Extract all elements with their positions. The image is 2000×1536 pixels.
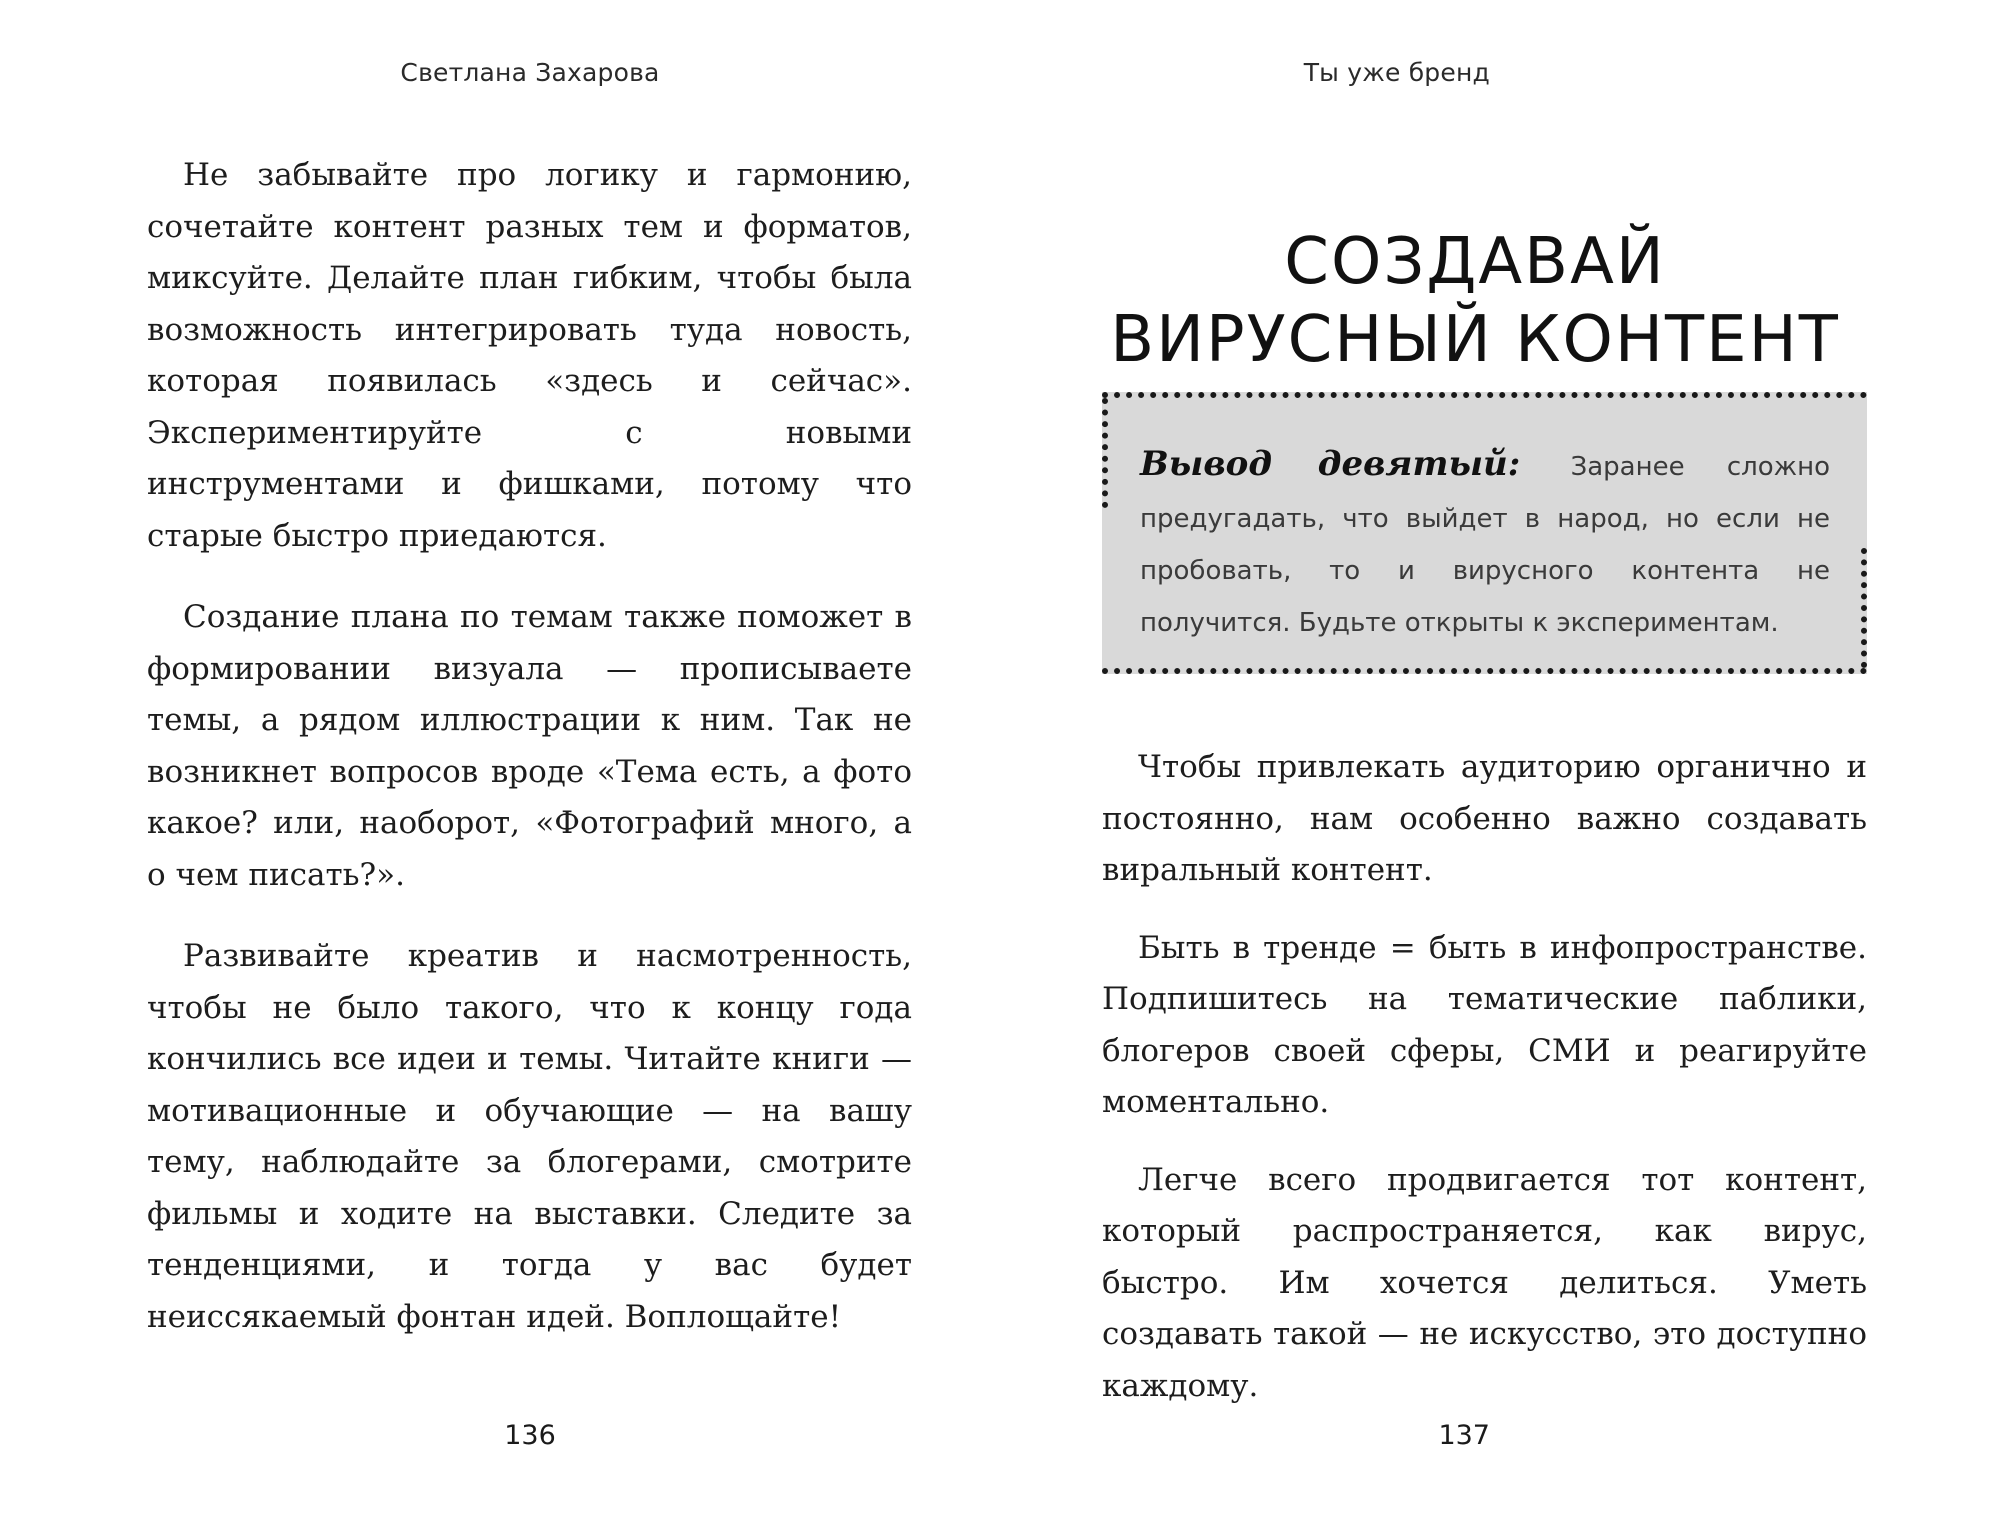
chapter-title (1040, 223, 1910, 379)
left-page-number: 136 (504, 1420, 556, 1451)
right-paragraph-2: Быть в тренде = быть в инфопространстве. Подпишитесь на тематические паблики, блогеров своей сферы, СМИ и реагируйте моментально. (1102, 929, 1867, 1120)
left-paragraph-1: Не забывайте про логику и гармонию, сочетайте контент разных тем и форматов, миксуйте. Делайте план гибким, чтобы была возможность интегрировать туда новость, которая появилась «здесь и сейчас». Экспериментируйте с новыми инструментами и фишками, потому что старые быстро приедаются. (147, 157, 912, 554)
callout-body: Заранее сложно предугадать, что выйдет в народ, но если не пробовать, то и вирусного контента не получится. Будьте открыты к экспериментам. (1140, 452, 1830, 638)
right-paragraph-3: Легче всего продвигается тот контент, который распространяется, как вирус, быстро. Им хочется делиться. Уметь создавать такой — не искусство, это доступно каждому. (1102, 1161, 1867, 1404)
right-page (1000, 0, 2000, 1536)
right-page-number: 137 (1438, 1420, 1490, 1451)
conclusion-callout-box (1102, 392, 1867, 674)
left-paragraph-2: Создание плана по темам также поможет в формировании визуала — прописываете темы, а рядом иллюстрации к ним. Так не возникнет вопросов вроде «Тема есть, а фото какое? или, наоборот, «Фотографий много, а о чем писать?». (147, 599, 912, 893)
left-paragraph-3: Развивайте креатив и насмотренность, чтобы не было такого, что к концу года кончились все идеи и темы. Читайте книги — мотивационные и обучающие — на вашу тему, наблюдайте за блогерами, смотрите фильмы и ходите на выставки. Следите за тенденциями, и тогда у вас будет неиссякаемый фонтан идей. Воплощайте! (147, 938, 912, 1335)
chapter-title-line-2: ВИРУСНЫЙ КОНТЕНТ (1110, 302, 1840, 377)
callout-text (1140, 438, 1830, 649)
left-running-head: Светлана Захарова (400, 58, 660, 87)
callout-dotted-border-right (1861, 548, 1867, 668)
callout-label: Вывод девятый: (1140, 444, 1521, 484)
right-paragraph-1: Чтобы привлекать аудиторию органично и постоянно, нам особенно важно создавать виральный контент. (1102, 749, 1867, 888)
callout-dotted-border-left (1102, 398, 1108, 508)
right-body-text (1102, 742, 1867, 1438)
left-body-text (147, 150, 912, 1373)
chapter-title-line-1: СОЗДАВАЙ (1284, 224, 1666, 299)
right-running-head: Ты уже бренд (1303, 58, 1490, 87)
